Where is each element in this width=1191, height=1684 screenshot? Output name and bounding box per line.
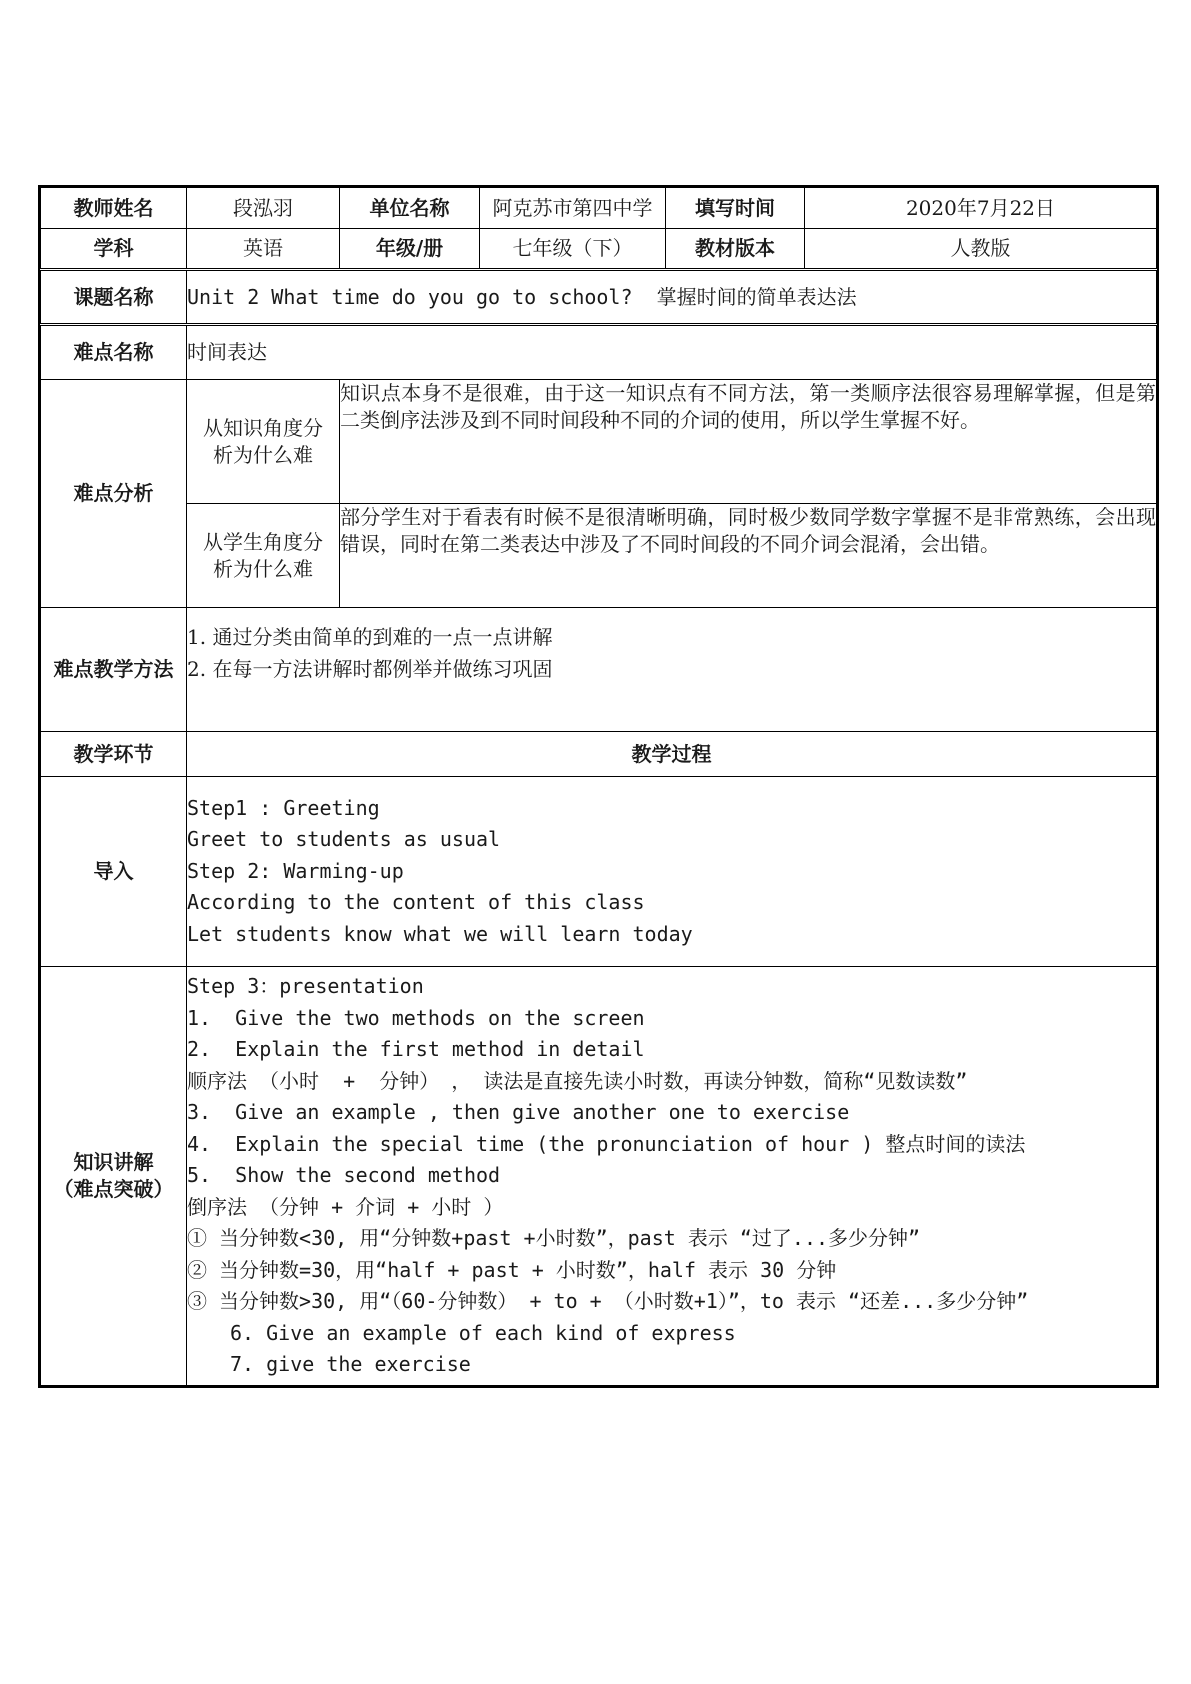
- analysis-label: 难点分析: [41, 380, 187, 608]
- method-item: 1. 通过分类由简单的到难的一点一点讲解: [187, 625, 553, 649]
- analysis-row-student: [41, 504, 1157, 608]
- knowledge-line: 4. Explain the special time (the pronunciation of hour ) 整点时间的读法: [187, 1131, 1026, 1156]
- knowledge-label: [41, 967, 187, 1386]
- subject-label: 学科: [41, 229, 187, 270]
- topic-value: Unit 2 What time do you go to school? 掌握时间的简单表达法: [187, 270, 1157, 325]
- knowledge-label-line1: 知识讲解: [73, 1149, 154, 1174]
- knowledge-label-line2: （难点突破）: [53, 1176, 174, 1201]
- date-value: 2020年7月22日: [805, 188, 1157, 229]
- knowledge-line: 5. Show the second method: [187, 1163, 501, 1187]
- knowledge-angle-label: 从知识角度分析为什么难: [187, 380, 340, 504]
- knowledge-row: [41, 967, 1157, 1386]
- intro-line: Greet to students as usual: [187, 827, 501, 852]
- method-label: 难点教学方法: [41, 608, 187, 732]
- edition-label: 教材版本: [666, 229, 805, 270]
- knowledge-line: 1. Give the two methods on the screen: [187, 1005, 645, 1030]
- subject-value: 英语: [187, 229, 340, 270]
- intro-line: Step1 : Greeting: [187, 795, 380, 820]
- method-list: [187, 608, 1157, 732]
- intro-row: [41, 777, 1157, 967]
- edition-value: 人教版: [805, 229, 1157, 270]
- lesson-plan-table: [40, 187, 1157, 1386]
- student-angle-label: 从学生角度分析为什么难: [187, 504, 340, 608]
- teacher-name-label: 教师姓名: [41, 188, 187, 229]
- difficulty-value: 时间表达: [187, 325, 1157, 380]
- intro-line: Step 2: Warming-up: [187, 858, 404, 883]
- intro-content: [187, 777, 1157, 967]
- grade-value: 七年级（下）: [480, 229, 666, 270]
- school-label: 单位名称: [340, 188, 480, 229]
- knowledge-line: ① 当分钟数<30, 用“分钟数+past +小时数”，past 表示 “过了...多少分钟”: [187, 1226, 921, 1250]
- knowledge-line: 顺序法 （小时 + 分钟） ， 读法是直接先读小时数，再读分钟数，简称“见数读数”: [187, 1068, 968, 1093]
- analysis-row-knowledge: [41, 380, 1157, 504]
- lesson-plan-page: [40, 187, 1156, 1386]
- difficulty-label: 难点名称: [41, 325, 187, 380]
- school-value: 阿克苏市第四中学: [480, 188, 666, 229]
- header-row-2: [41, 229, 1157, 270]
- knowledge-line: 7. give the exercise: [230, 1352, 471, 1376]
- knowledge-line: Step 3：presentation: [187, 974, 424, 998]
- teacher-name-value: 段泓羽: [187, 188, 340, 229]
- knowledge-angle-text: 知识点本身不是很难，由于这一知识点有不同方法，第一类顺序法很容易理解掌握，但是第二类倒序法涉及到不同时间段种不同的介词的使用，所以学生掌握不好。: [340, 380, 1157, 504]
- knowledge-content: [187, 967, 1157, 1386]
- intro-label: 导入: [41, 777, 187, 967]
- knowledge-line: ③ 当分钟数>30, 用“（60-分钟数） + to + （小时数+1）”，to 表示 “还差...多少分钟”: [187, 1289, 1029, 1313]
- knowledge-line: 3. Give an example , then give another one to exercise: [187, 1100, 850, 1124]
- topic-label: 课题名称: [41, 270, 187, 325]
- process-header: 教学过程: [187, 732, 1157, 777]
- knowledge-line: 倒序法 （分钟 + 介词 + 小时 ）: [187, 1194, 504, 1219]
- difficulty-row: [41, 325, 1157, 380]
- stage-header: 教学环节: [41, 732, 187, 777]
- knowledge-line: 6. Give an example of each kind of express: [230, 1320, 736, 1345]
- method-item: 2. 在每一方法讲解时都例举并做练习巩固: [187, 656, 553, 681]
- date-label: 填写时间: [666, 188, 805, 229]
- knowledge-line: ② 当分钟数=30，用“half + past + 小时数”，half 表示 30 分钟: [187, 1257, 837, 1282]
- knowledge-line: 2. Explain the first method in detail: [187, 1037, 645, 1061]
- student-angle-text: 部分学生对于看表有时候不是很清晰明确，同时极少数同学数字掌握不是非常熟练，会出现错误，同时在第二类表达中涉及了不同时间段的不同介词会混淆，会出错。: [340, 504, 1157, 608]
- process-header-row: [41, 732, 1157, 777]
- grade-label: 年级/册: [340, 229, 480, 270]
- intro-line: Let students know what we will learn today: [187, 921, 693, 946]
- topic-row: [41, 270, 1157, 325]
- header-row-1: [41, 188, 1157, 229]
- method-row: [41, 608, 1157, 732]
- intro-line: According to the content of this class: [187, 890, 645, 915]
